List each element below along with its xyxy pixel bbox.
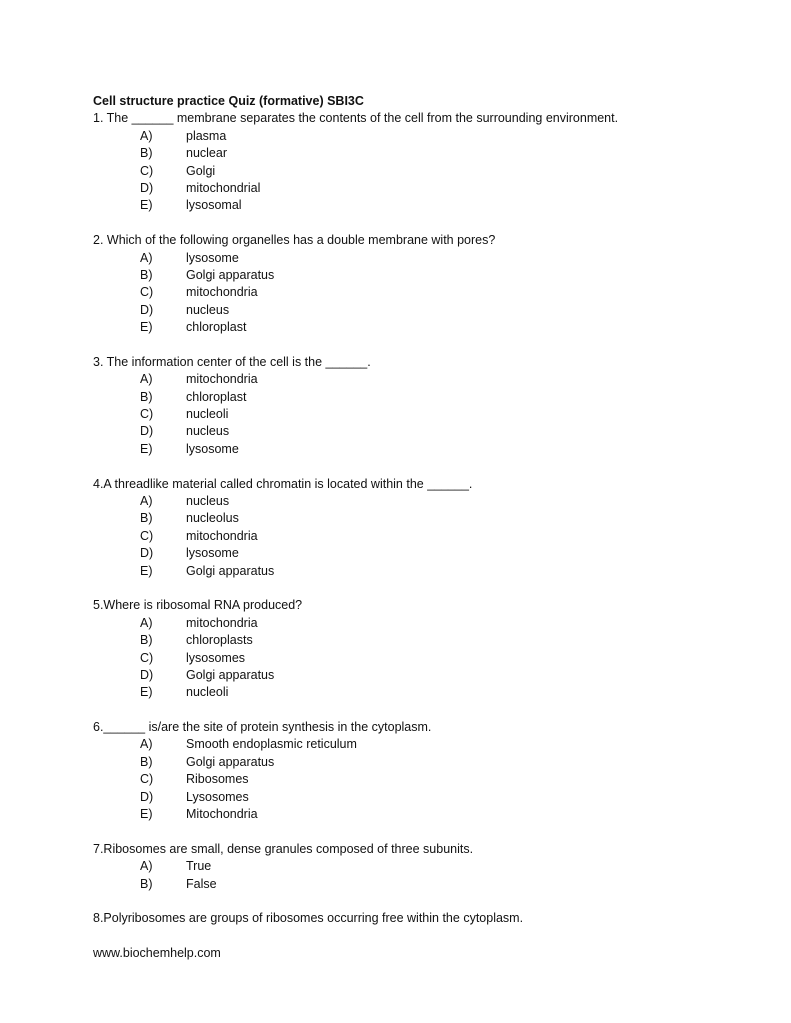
option-letter: C) [140, 528, 154, 543]
answer-option [93, 736, 733, 753]
option-text: nucleolus [186, 511, 239, 526]
question-7 [93, 841, 733, 893]
spacer [93, 928, 733, 945]
option-text: chloroplast [186, 389, 247, 404]
answer-option [93, 406, 733, 423]
answer-option [93, 632, 733, 649]
option-text: Golgi apparatus [186, 667, 275, 682]
quiz-content [93, 93, 733, 963]
answer-option [93, 754, 733, 771]
spacer [93, 580, 733, 597]
question-5 [93, 597, 733, 701]
spacer [93, 215, 733, 232]
option-letter: D) [140, 789, 154, 804]
option-text: Golgi apparatus [186, 563, 275, 578]
option-letter: E) [140, 441, 153, 456]
spacer [93, 823, 733, 840]
option-text: mitochondria [186, 372, 258, 387]
question-text: 1. The ______ membrane separates the contents of the cell from the surrounding environment. [93, 111, 619, 126]
option-letter: E) [140, 685, 153, 700]
option-text: chloroplast [186, 320, 247, 335]
answer-option [93, 250, 733, 267]
spacer [93, 893, 733, 910]
option-text: Golgi [186, 163, 216, 178]
spacer [93, 336, 733, 353]
option-text: nucleus [186, 302, 230, 317]
answer-option [93, 650, 733, 667]
option-letter: D) [140, 424, 154, 439]
question-text: 7.Ribosomes are small, dense granules composed of three subunits. [93, 841, 474, 856]
question-1 [93, 110, 733, 214]
option-letter: E) [140, 198, 153, 213]
option-text: mitochondria [186, 615, 258, 630]
answer-option [93, 441, 733, 458]
option-text: False [186, 876, 217, 891]
option-letter: B) [140, 146, 153, 161]
option-letter: B) [140, 876, 153, 891]
answer-option [93, 563, 733, 580]
answer-option [93, 389, 733, 406]
option-letter: D) [140, 180, 154, 195]
question-3 [93, 354, 733, 458]
option-text: nuclear [186, 146, 227, 161]
option-text: Ribosomes [186, 772, 249, 787]
option-letter: B) [140, 267, 153, 282]
option-text: nucleus [186, 424, 230, 439]
spacer [93, 458, 733, 475]
option-letter: C) [140, 163, 154, 178]
answer-option [93, 284, 733, 301]
question-text: 5.Where is ribosomal RNA produced? [93, 598, 303, 613]
option-letter: C) [140, 407, 154, 422]
option-text: lysosome [186, 546, 239, 561]
option-letter: C) [140, 650, 154, 665]
answer-option [93, 267, 733, 284]
option-letter: A) [140, 128, 153, 143]
option-text: True [186, 859, 212, 874]
answer-option [93, 510, 733, 527]
answer-option [93, 423, 733, 440]
question-text: 2. Which of the following organelles has a double membrane with pores? [93, 233, 496, 248]
answer-option [93, 371, 733, 388]
question-6 [93, 719, 733, 823]
option-letter: A) [140, 859, 153, 874]
question-2 [93, 232, 733, 336]
answer-option [93, 180, 733, 197]
option-text: nucleoli [186, 407, 229, 422]
option-text: nucleus [186, 493, 230, 508]
option-letter: A) [140, 615, 153, 630]
answer-option [93, 319, 733, 336]
option-text: mitochondria [186, 285, 258, 300]
question-8 [93, 910, 733, 927]
answer-option [93, 789, 733, 806]
quiz-title: Cell structure practice Quiz (formative) SBI3C [93, 94, 364, 108]
option-text: Mitochondria [186, 807, 258, 822]
question-list [93, 110, 733, 927]
answer-option [93, 493, 733, 510]
option-letter: A) [140, 737, 153, 752]
option-letter: E) [140, 320, 153, 335]
source-url: www.biochemhelp.com [93, 946, 221, 961]
option-text: nucleoli [186, 685, 229, 700]
answer-option [93, 197, 733, 214]
answer-option [93, 858, 733, 875]
answer-option [93, 128, 733, 145]
option-letter: B) [140, 511, 153, 526]
option-text: Smooth endoplasmic reticulum [186, 737, 357, 752]
option-letter: D) [140, 667, 154, 682]
answer-option [93, 615, 733, 632]
option-letter: D) [140, 546, 154, 561]
option-letter: B) [140, 389, 153, 404]
option-text: plasma [186, 128, 227, 143]
answer-option [93, 684, 733, 701]
option-text: Lysosomes [186, 789, 249, 804]
option-letter: A) [140, 493, 153, 508]
option-letter: B) [140, 754, 153, 769]
question-text: 6.______ is/are the site of protein synthesis in the cytoplasm. [93, 720, 432, 735]
answer-option [93, 145, 733, 162]
answer-option [93, 667, 733, 684]
answer-option [93, 545, 733, 562]
option-text: lysosome [186, 250, 239, 265]
answer-option [93, 302, 733, 319]
answer-option [93, 528, 733, 545]
option-text: lysosomes [186, 650, 246, 665]
option-text: mitochondrial [186, 180, 261, 195]
option-text: Golgi apparatus [186, 754, 275, 769]
answer-option [93, 163, 733, 180]
answer-option [93, 771, 733, 788]
answer-option [93, 806, 733, 823]
option-text: Golgi apparatus [186, 267, 275, 282]
option-text: lysosomal [186, 198, 242, 213]
answer-option [93, 876, 733, 893]
option-text: chloroplasts [186, 633, 253, 648]
option-letter: D) [140, 302, 154, 317]
option-letter: C) [140, 772, 154, 787]
question-text: 3. The information center of the cell is the ______. [93, 354, 371, 369]
question-4 [93, 476, 733, 580]
spacer [93, 702, 733, 719]
option-letter: A) [140, 372, 153, 387]
option-text: lysosome [186, 441, 239, 456]
question-text: 8.Polyribosomes are groups of ribosomes occurring free within the cytoplasm. [93, 911, 524, 926]
option-letter: E) [140, 563, 153, 578]
question-text: 4.A threadlike material called chromatin is located within the ______. [93, 476, 473, 491]
option-letter: B) [140, 633, 153, 648]
option-text: mitochondria [186, 528, 258, 543]
option-letter: E) [140, 807, 153, 822]
option-letter: C) [140, 285, 154, 300]
option-letter: A) [140, 250, 153, 265]
